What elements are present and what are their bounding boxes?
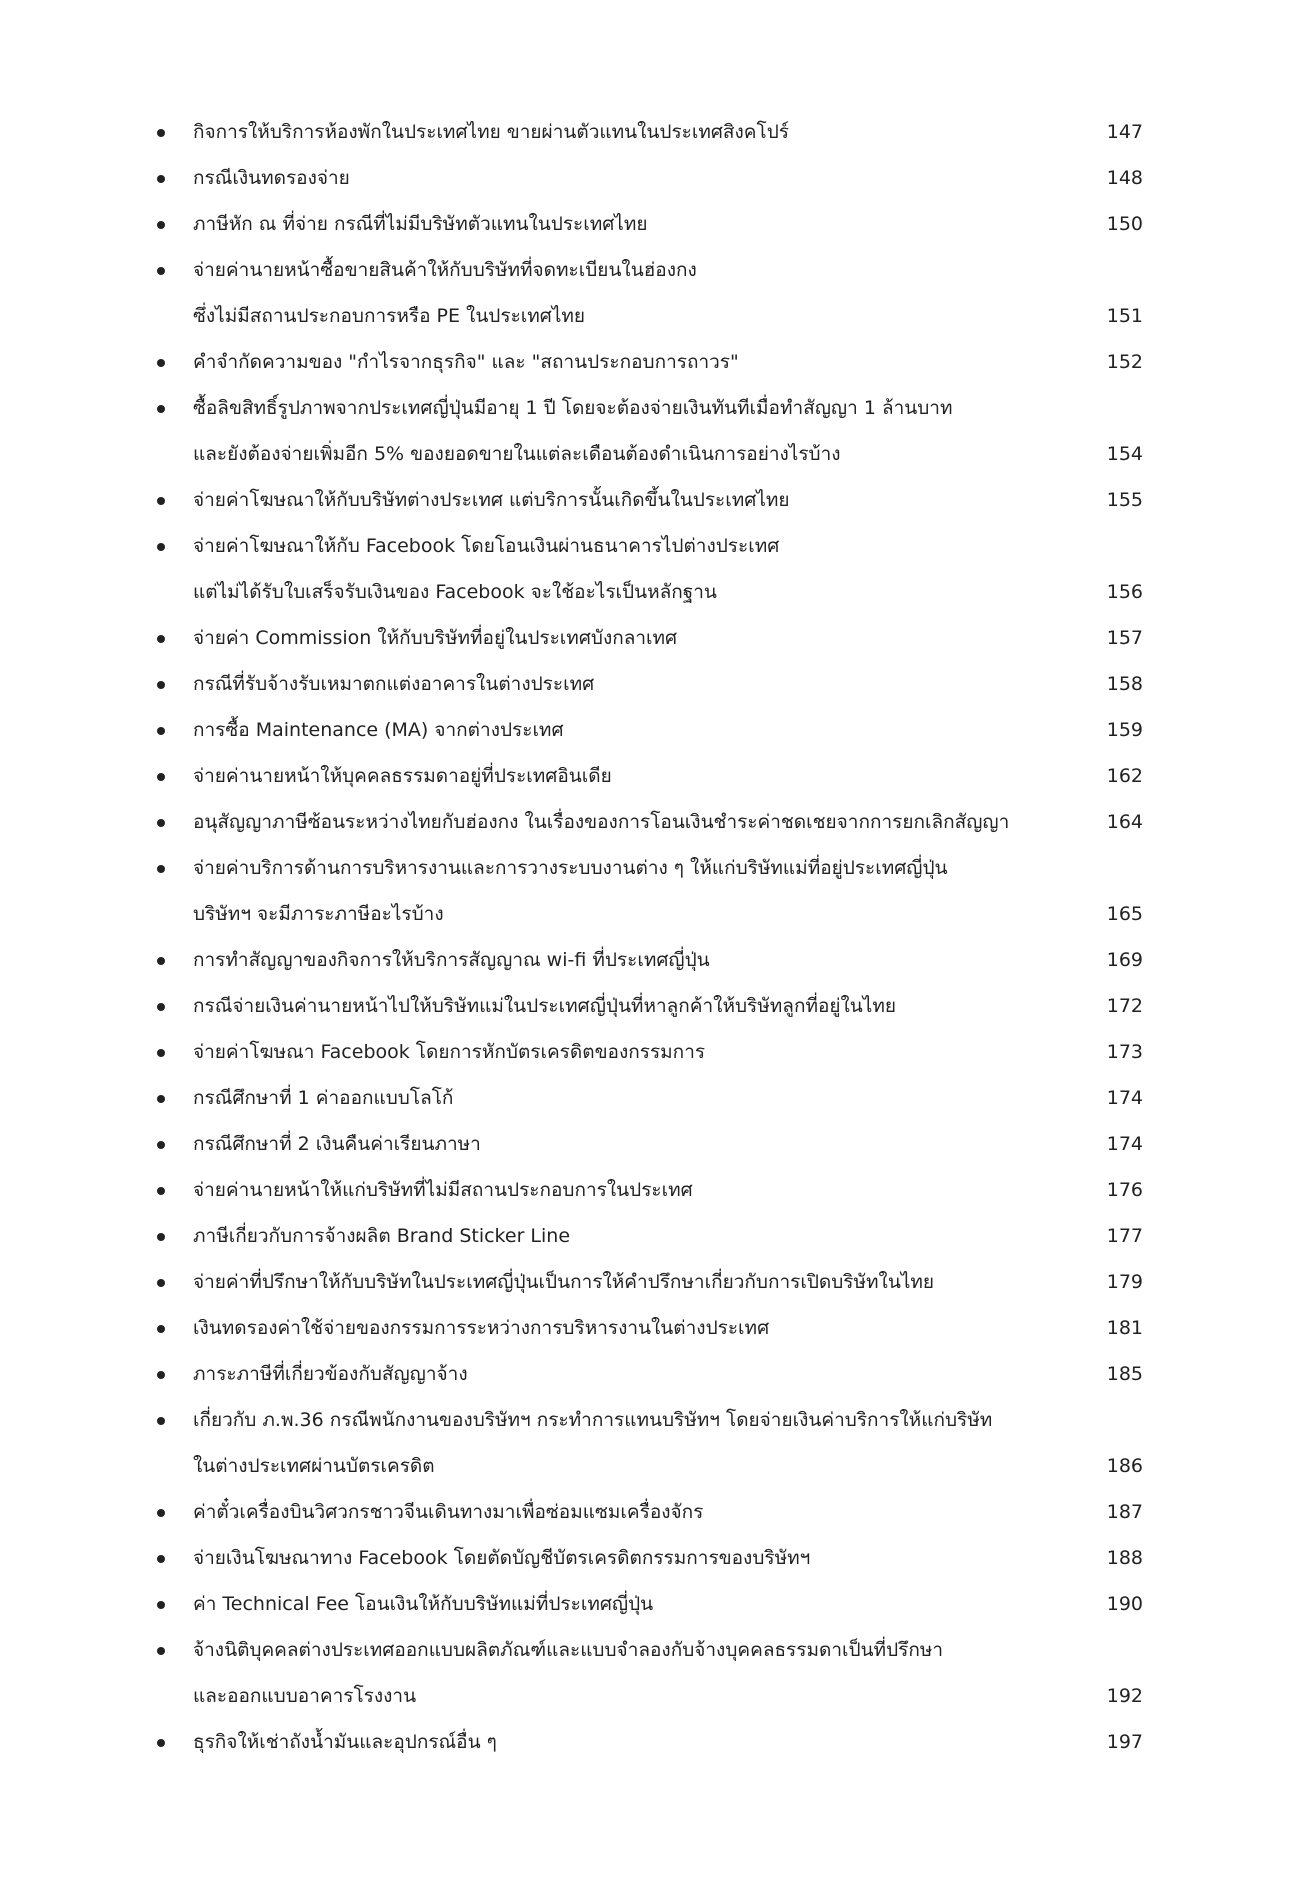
toc-entry-line: [0, 1497, 1300, 1543]
bullet-icon: [157, 957, 165, 965]
toc-entry-line: [0, 899, 1300, 945]
toc-entry: [0, 209, 1300, 255]
toc-entry-line: [0, 991, 1300, 1037]
toc-entry-line: [0, 209, 1300, 255]
toc-entry-title: จ่ายค่าโฆษณาให้กับ Facebook โดยโอนเงินผ่านธนาคารไปต่างประเทศ: [193, 535, 780, 557]
toc-page-number: 147: [1106, 121, 1143, 143]
bullet-icon: [157, 1647, 165, 1655]
toc-page-number: 158: [1106, 673, 1143, 695]
toc-entry-title: จ่ายค่าโฆษณาให้กับบริษัทต่างประเทศ แต่บริการนั้นเกิดขึ้นในประเทศไทย: [193, 489, 790, 511]
toc-entry: [0, 485, 1300, 531]
toc-entry-line: [0, 1359, 1300, 1405]
toc-entry-line: [0, 1451, 1300, 1497]
toc-page-number: 162: [1106, 765, 1143, 787]
toc-page-number: 181: [1106, 1317, 1143, 1339]
toc-page-number: 165: [1106, 903, 1143, 925]
bullet-icon: [157, 865, 165, 873]
toc-entry: [0, 1175, 1300, 1221]
toc-page-number: 172: [1106, 995, 1143, 1017]
toc-entry-title: ภาษีเกี่ยวกับการจ้างผลิต Brand Sticker Line: [193, 1225, 571, 1247]
bullet-icon: [157, 267, 165, 275]
bullet-icon: [157, 405, 165, 413]
toc-entry-line: [0, 1313, 1300, 1359]
bullet-icon: [157, 1601, 165, 1609]
bullet-icon: [157, 1371, 165, 1379]
toc-page-number: 150: [1106, 213, 1143, 235]
toc-entry-line: [0, 1129, 1300, 1175]
toc-entry-line: [0, 301, 1300, 347]
toc-entry: [0, 1359, 1300, 1405]
toc-entry: [0, 1083, 1300, 1129]
toc-entry-line: [0, 1589, 1300, 1635]
toc-entry-title: กรณีศึกษาที่ 2 เงินคืนค่าเรียนภาษา: [193, 1133, 481, 1155]
toc-entry: [0, 945, 1300, 991]
toc-page-number: 174: [1106, 1133, 1143, 1155]
toc-entry: [0, 1589, 1300, 1635]
toc-page-number: 157: [1106, 627, 1143, 649]
toc-entry: [0, 1267, 1300, 1313]
toc-entry-title: เงินทดรองค่าใช้จ่ายของกรรมการระหว่างการบริหารงานในต่างประเทศ: [193, 1317, 770, 1339]
toc-entry-line: [0, 1727, 1300, 1773]
toc-entry: [0, 117, 1300, 163]
bullet-icon: [157, 1509, 165, 1517]
toc-entry-title: การทำสัญญาของกิจการให้บริการสัญญาณ wi-fi ที่ประเทศญี่ปุ่น: [193, 949, 710, 971]
bullet-icon: [157, 1095, 165, 1103]
toc-entry-title: จ่ายค่านายหน้าให้บุคคลธรรมดาอยู่ที่ประเทศอินเดีย: [193, 765, 612, 787]
bullet-icon: [157, 773, 165, 781]
toc-entry-line: [0, 853, 1300, 899]
toc-entry-line: [0, 255, 1300, 301]
toc-entry-line: [0, 1405, 1300, 1451]
toc-page-number: 152: [1106, 351, 1143, 373]
toc-entry-line: [0, 439, 1300, 485]
toc-entry-title: ค่า Technical Fee โอนเงินให้กับบริษัทแม่ที่ประเทศญี่ปุ่น: [193, 1593, 654, 1615]
toc-page-number: 173: [1106, 1041, 1143, 1063]
toc-entry-title: กรณีที่รับจ้างรับเหมาตกแต่งอาคารในต่างประเทศ: [193, 673, 595, 695]
bullet-icon: [157, 1739, 165, 1747]
toc-entry-title: อนุสัญญาภาษีซ้อนระหว่างไทยกับฮ่องกง ในเรื่องของการโอนเงินชำระค่าชดเชยจากการยกเลิกสัญญา: [193, 811, 1010, 833]
toc-page-number: 179: [1106, 1271, 1143, 1293]
toc-entry-line: [0, 715, 1300, 761]
toc-page-number: 190: [1106, 1593, 1143, 1615]
toc-entry-title: จ่ายค่า Commission ให้กับบริษัทที่อยู่ในประเทศบังกลาเทศ: [193, 627, 678, 649]
bullet-icon: [157, 727, 165, 735]
toc-page-number: 169: [1106, 949, 1143, 971]
bullet-icon: [157, 359, 165, 367]
toc-entry-line: [0, 1681, 1300, 1727]
toc-entry: [0, 1635, 1300, 1727]
toc-entry-title: จ่ายค่าที่ปรึกษาให้กับบริษัทในประเทศญี่ปุ่นเป็นการให้คำปรึกษาเกี่ยวกับการเปิดบริษัทในไทย: [193, 1271, 935, 1293]
bullet-icon: [157, 221, 165, 229]
bullet-icon: [157, 1003, 165, 1011]
toc-entry-line: [0, 347, 1300, 393]
bullet-icon: [157, 1049, 165, 1057]
toc-entry-title: จ้างนิติบุคคลต่างประเทศออกแบบผลิตภัณฑ์และแบบจำลองกับจ้างบุคคลธรรมดาเป็นที่ปรึกษา: [193, 1639, 944, 1661]
toc-entry: [0, 163, 1300, 209]
toc-entry-line: [0, 761, 1300, 807]
toc-entry-line: [0, 163, 1300, 209]
toc-page-number: 177: [1106, 1225, 1143, 1247]
toc-page-number: 148: [1106, 167, 1143, 189]
toc-page-number: 197: [1106, 1731, 1143, 1753]
toc-entry-title: ภาระภาษีที่เกี่ยวข้องกับสัญญาจ้าง: [193, 1363, 468, 1385]
bullet-icon: [157, 1187, 165, 1195]
table-of-contents: [0, 117, 1300, 1773]
toc-entry: [0, 531, 1300, 623]
toc-entry: [0, 669, 1300, 715]
toc-entry-title: จ่ายค่าบริการด้านการบริหารงานและการวางระบบงานต่าง ๆ ให้แก่บริษัทแม่ที่อยู่ประเทศญี่ปุ่น: [193, 857, 948, 879]
bullet-icon: [157, 1555, 165, 1563]
toc-entry: [0, 1221, 1300, 1267]
toc-page-number: 185: [1106, 1363, 1143, 1385]
toc-entry-line: [0, 531, 1300, 577]
toc-entry-line: [0, 1083, 1300, 1129]
toc-entry: [0, 1129, 1300, 1175]
toc-entry-title: บริษัทฯ จะมีภาระภาษีอะไรบ้าง: [193, 903, 444, 925]
toc-entry-line: [0, 485, 1300, 531]
toc-page-number: 186: [1106, 1455, 1143, 1477]
bullet-icon: [157, 1141, 165, 1149]
toc-page-number: 151: [1106, 305, 1143, 327]
toc-entry-title: กรณีเงินทดรองจ่าย: [193, 167, 350, 189]
toc-page-number: 188: [1106, 1547, 1143, 1569]
toc-entry-line: [0, 1037, 1300, 1083]
toc-entry-title: ซึ่งไม่มีสถานประกอบการหรือ PE ในประเทศไทย: [193, 305, 586, 327]
toc-entry-title: ธุรกิจให้เช่าถังน้ำมันและอุปกรณ์อื่น ๆ: [193, 1731, 497, 1753]
bullet-icon: [157, 1417, 165, 1425]
toc-page-number: 155: [1106, 489, 1143, 511]
toc-page-number: 187: [1106, 1501, 1143, 1523]
toc-page-number: 192: [1106, 1685, 1143, 1707]
toc-entry-title: กรณีศึกษาที่ 1 ค่าออกแบบโลโก้: [193, 1087, 454, 1109]
toc-entry-line: [0, 1221, 1300, 1267]
bullet-icon: [157, 1233, 165, 1241]
toc-entry: [0, 761, 1300, 807]
toc-entry: [0, 1037, 1300, 1083]
toc-entry-line: [0, 1267, 1300, 1313]
toc-entry-title: กิจการให้บริการห้องพักในประเทศไทย ขายผ่านตัวแทนในประเทศสิงคโปร์: [193, 121, 789, 143]
toc-entry: [0, 255, 1300, 347]
toc-entry-title: ภาษีหัก ณ ที่จ่าย กรณีที่ไม่มีบริษัทตัวแทนในประเทศไทย: [193, 213, 648, 235]
toc-entry-title: จ่ายค่านายหน้าซื้อขายสินค้าให้กับบริษัทที่จดทะเบียนในฮ่องกง: [193, 259, 697, 281]
bullet-icon: [157, 175, 165, 183]
toc-entry-line: [0, 1635, 1300, 1681]
bullet-icon: [157, 497, 165, 505]
toc-page-number: 154: [1106, 443, 1143, 465]
toc-entry-title: กรณีจ่ายเงินค่านายหน้าไปให้บริษัทแม่ในประเทศญี่ปุ่นที่หาลูกค้าให้บริษัทลูกที่อยู่ในไทย: [193, 995, 896, 1017]
toc-page-number: 176: [1106, 1179, 1143, 1201]
toc-entry-title: จ่ายค่าโฆษณา Facebook โดยการหักบัตรเครดิตของกรรมการ: [193, 1041, 706, 1063]
bullet-icon: [157, 1325, 165, 1333]
toc-entry-line: [0, 1175, 1300, 1221]
toc-entry-title: จ่ายเงินโฆษณาทาง Facebook โดยตัดบัญชีบัตรเครดิตกรรมการของบริษัทฯ: [193, 1547, 811, 1569]
toc-entry-line: [0, 623, 1300, 669]
toc-entry-title: การซื้อ Maintenance (MA) จากต่างประเทศ: [193, 719, 564, 741]
toc-entry-line: [0, 807, 1300, 853]
toc-entry: [0, 393, 1300, 485]
toc-entry: [0, 623, 1300, 669]
toc-page-number: 159: [1106, 719, 1143, 741]
bullet-icon: [157, 129, 165, 137]
toc-entry: [0, 1543, 1300, 1589]
toc-page-number: 164: [1106, 811, 1143, 833]
toc-entry-line: [0, 117, 1300, 163]
toc-entry: [0, 347, 1300, 393]
toc-entry: [0, 1405, 1300, 1497]
bullet-icon: [157, 819, 165, 827]
toc-entry-title: และยังต้องจ่ายเพิ่มอีก 5% ของยอดขายในแต่ละเดือนต้องดำเนินการอย่างไรบ้าง: [193, 443, 841, 465]
toc-entry-line: [0, 945, 1300, 991]
toc-entry: [0, 1497, 1300, 1543]
toc-page-number: 174: [1106, 1087, 1143, 1109]
toc-entry: [0, 853, 1300, 945]
toc-entry: [0, 1313, 1300, 1359]
toc-entry-title: เกี่ยวกับ ภ.พ.36 กรณีพนักงานของบริษัทฯ กระทำการแทนบริษัทฯ โดยจ่ายเงินค่าบริการให้แก่บริษัท: [193, 1409, 993, 1431]
toc-entry-line: [0, 1543, 1300, 1589]
toc-entry-title: ค่าตั๋วเครื่องบินวิศวกรชาวจีนเดินทางมาเพื่อซ่อมแซมเครื่องจักร: [193, 1501, 704, 1523]
toc-entry-title: ในต่างประเทศผ่านบัตรเครดิต: [193, 1455, 435, 1477]
toc-entry-line: [0, 577, 1300, 623]
toc-entry: [0, 807, 1300, 853]
toc-entry-line: [0, 393, 1300, 439]
toc-entry-title: และออกแบบอาคารโรงงาน: [193, 1685, 417, 1707]
toc-entry: [0, 1727, 1300, 1773]
bullet-icon: [157, 543, 165, 551]
toc-entry-title: แต่ไม่ได้รับใบเสร็จรับเงินของ Facebook จะใช้อะไรเป็นหลักฐาน: [193, 581, 717, 603]
toc-entry: [0, 715, 1300, 761]
bullet-icon: [157, 1279, 165, 1287]
toc-entry-title: คำจำกัดความของ "กำไรจากธุรกิจ" และ "สถานประกอบการถาวร": [193, 351, 739, 373]
bullet-icon: [157, 635, 165, 643]
toc-entry-title: ซื้อลิขสิทธิ์รูปภาพจากประเทศญี่ปุ่นมีอายุ 1 ปี โดยจะต้องจ่ายเงินทันทีเมื่อทำสัญญา 1 ล้านบาท: [193, 397, 953, 419]
bullet-icon: [157, 681, 165, 689]
toc-entry-line: [0, 669, 1300, 715]
toc-page-number: 156: [1106, 581, 1143, 603]
toc-entry: [0, 991, 1300, 1037]
toc-entry-title: จ่ายค่านายหน้าให้แก่บริษัทที่ไม่มีสถานประกอบการในประเทศ: [193, 1179, 693, 1201]
